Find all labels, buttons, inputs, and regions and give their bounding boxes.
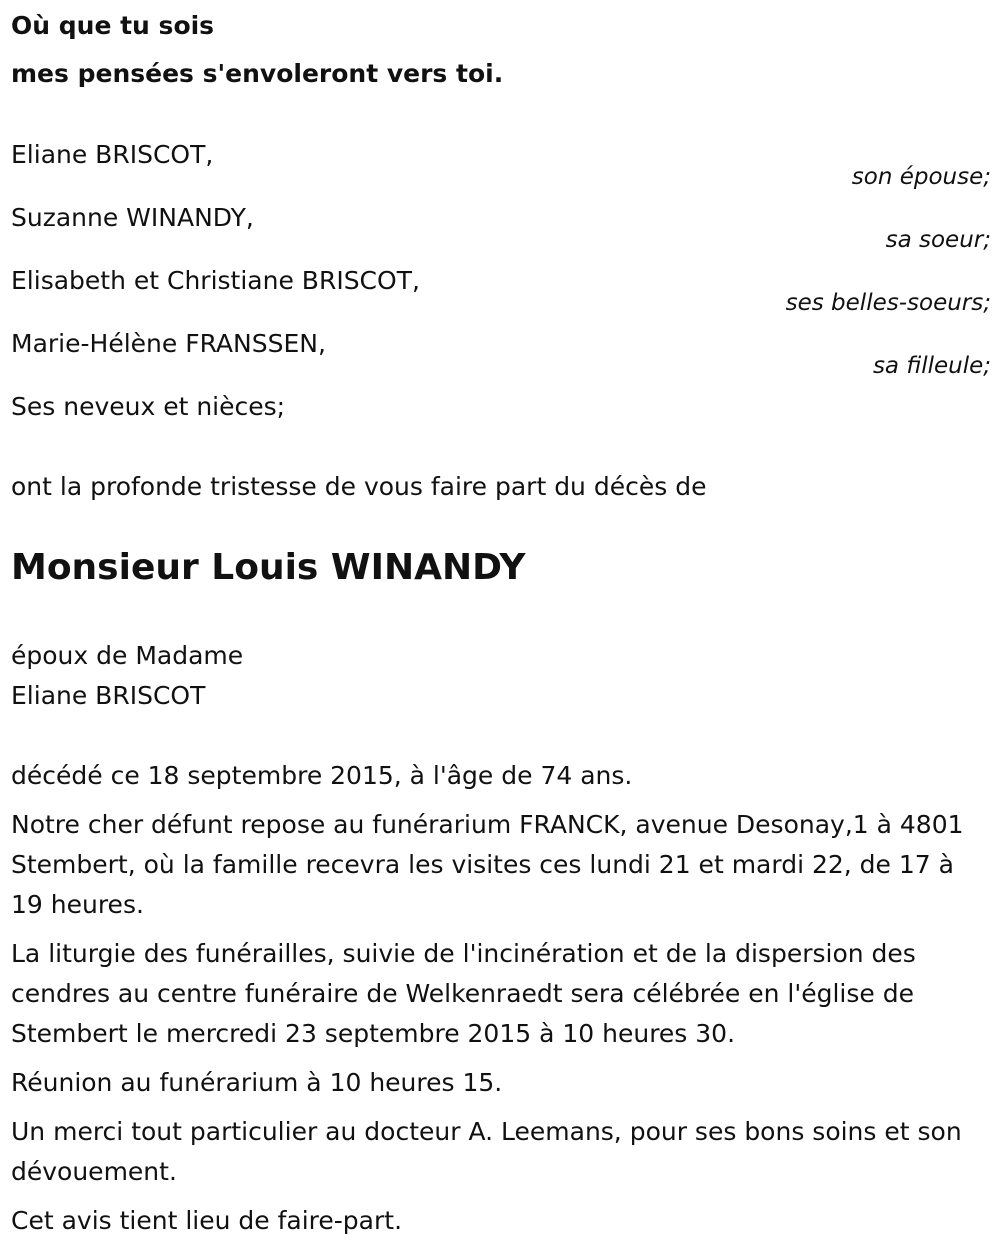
family-member-relation: ses belles-soeurs; [785,290,991,316]
family-nephews-nieces: Ses neveux et nièces; [11,392,286,421]
family-member-relation: son épouse; [851,164,991,190]
family-member [11,326,991,389]
epitaph-line-1: Où que tu sois [11,11,215,40]
epitaph-line-2: mes pensées s'envoleront vers toi. [11,59,504,88]
family-member [11,263,991,326]
epitaph [11,2,503,98]
announcement-text: ont la profonde tristesse de vous faire part du décès de [11,472,707,501]
meeting-paragraph: Réunion au funérarium à 10 heures 15. [11,1068,503,1097]
notice-paragraph: Cet avis tient lieu de faire-part. [11,1206,403,1235]
liturgy-paragraph: La liturgie des funérailles, suivie de l'incinération et de la dispersion des cendres au centre funéraire de Welkenraedt sera célébrée en l'église de Stembert le mercredi 23 septembre 2015 à 10 heures 30. [11,939,916,1048]
family-member-name: Elisabeth et Christiane BRISCOT, [11,266,420,295]
family-member-name: Suzanne WINANDY, [11,203,254,232]
spouse-info [11,636,243,716]
spouse-line-1: époux de Madame [11,641,244,670]
deceased-name: Monsieur Louis WINANDY [11,547,526,588]
family-member [11,137,991,200]
thanks-paragraph: Un merci tout particulier au docteur A. Leemans, pour ses bons soins et son dévouement. [11,1117,962,1186]
obituary-body [11,756,991,1250]
family-member [11,200,991,263]
family-list [11,137,991,425]
death-date-paragraph: décédé ce 18 septembre 2015, à l'âge de 74 ans. [11,761,633,790]
family-member-name: Marie-Hélène FRANSSEN, [11,329,326,358]
family-member-name: Eliane BRISCOT, [11,140,214,169]
family-member-relation: sa filleule; [872,353,991,379]
spouse-line-2: Eliane BRISCOT [11,681,206,710]
family-member-relation: sa soeur; [885,227,991,253]
funeral-home-paragraph: Notre cher défunt repose au funérarium FRANCK, avenue Desonay,1 à 4801 Stembert, où la famille recevra les visites ces lundi 21 et mardi 22, de 17 à 19 heures. [11,810,964,919]
